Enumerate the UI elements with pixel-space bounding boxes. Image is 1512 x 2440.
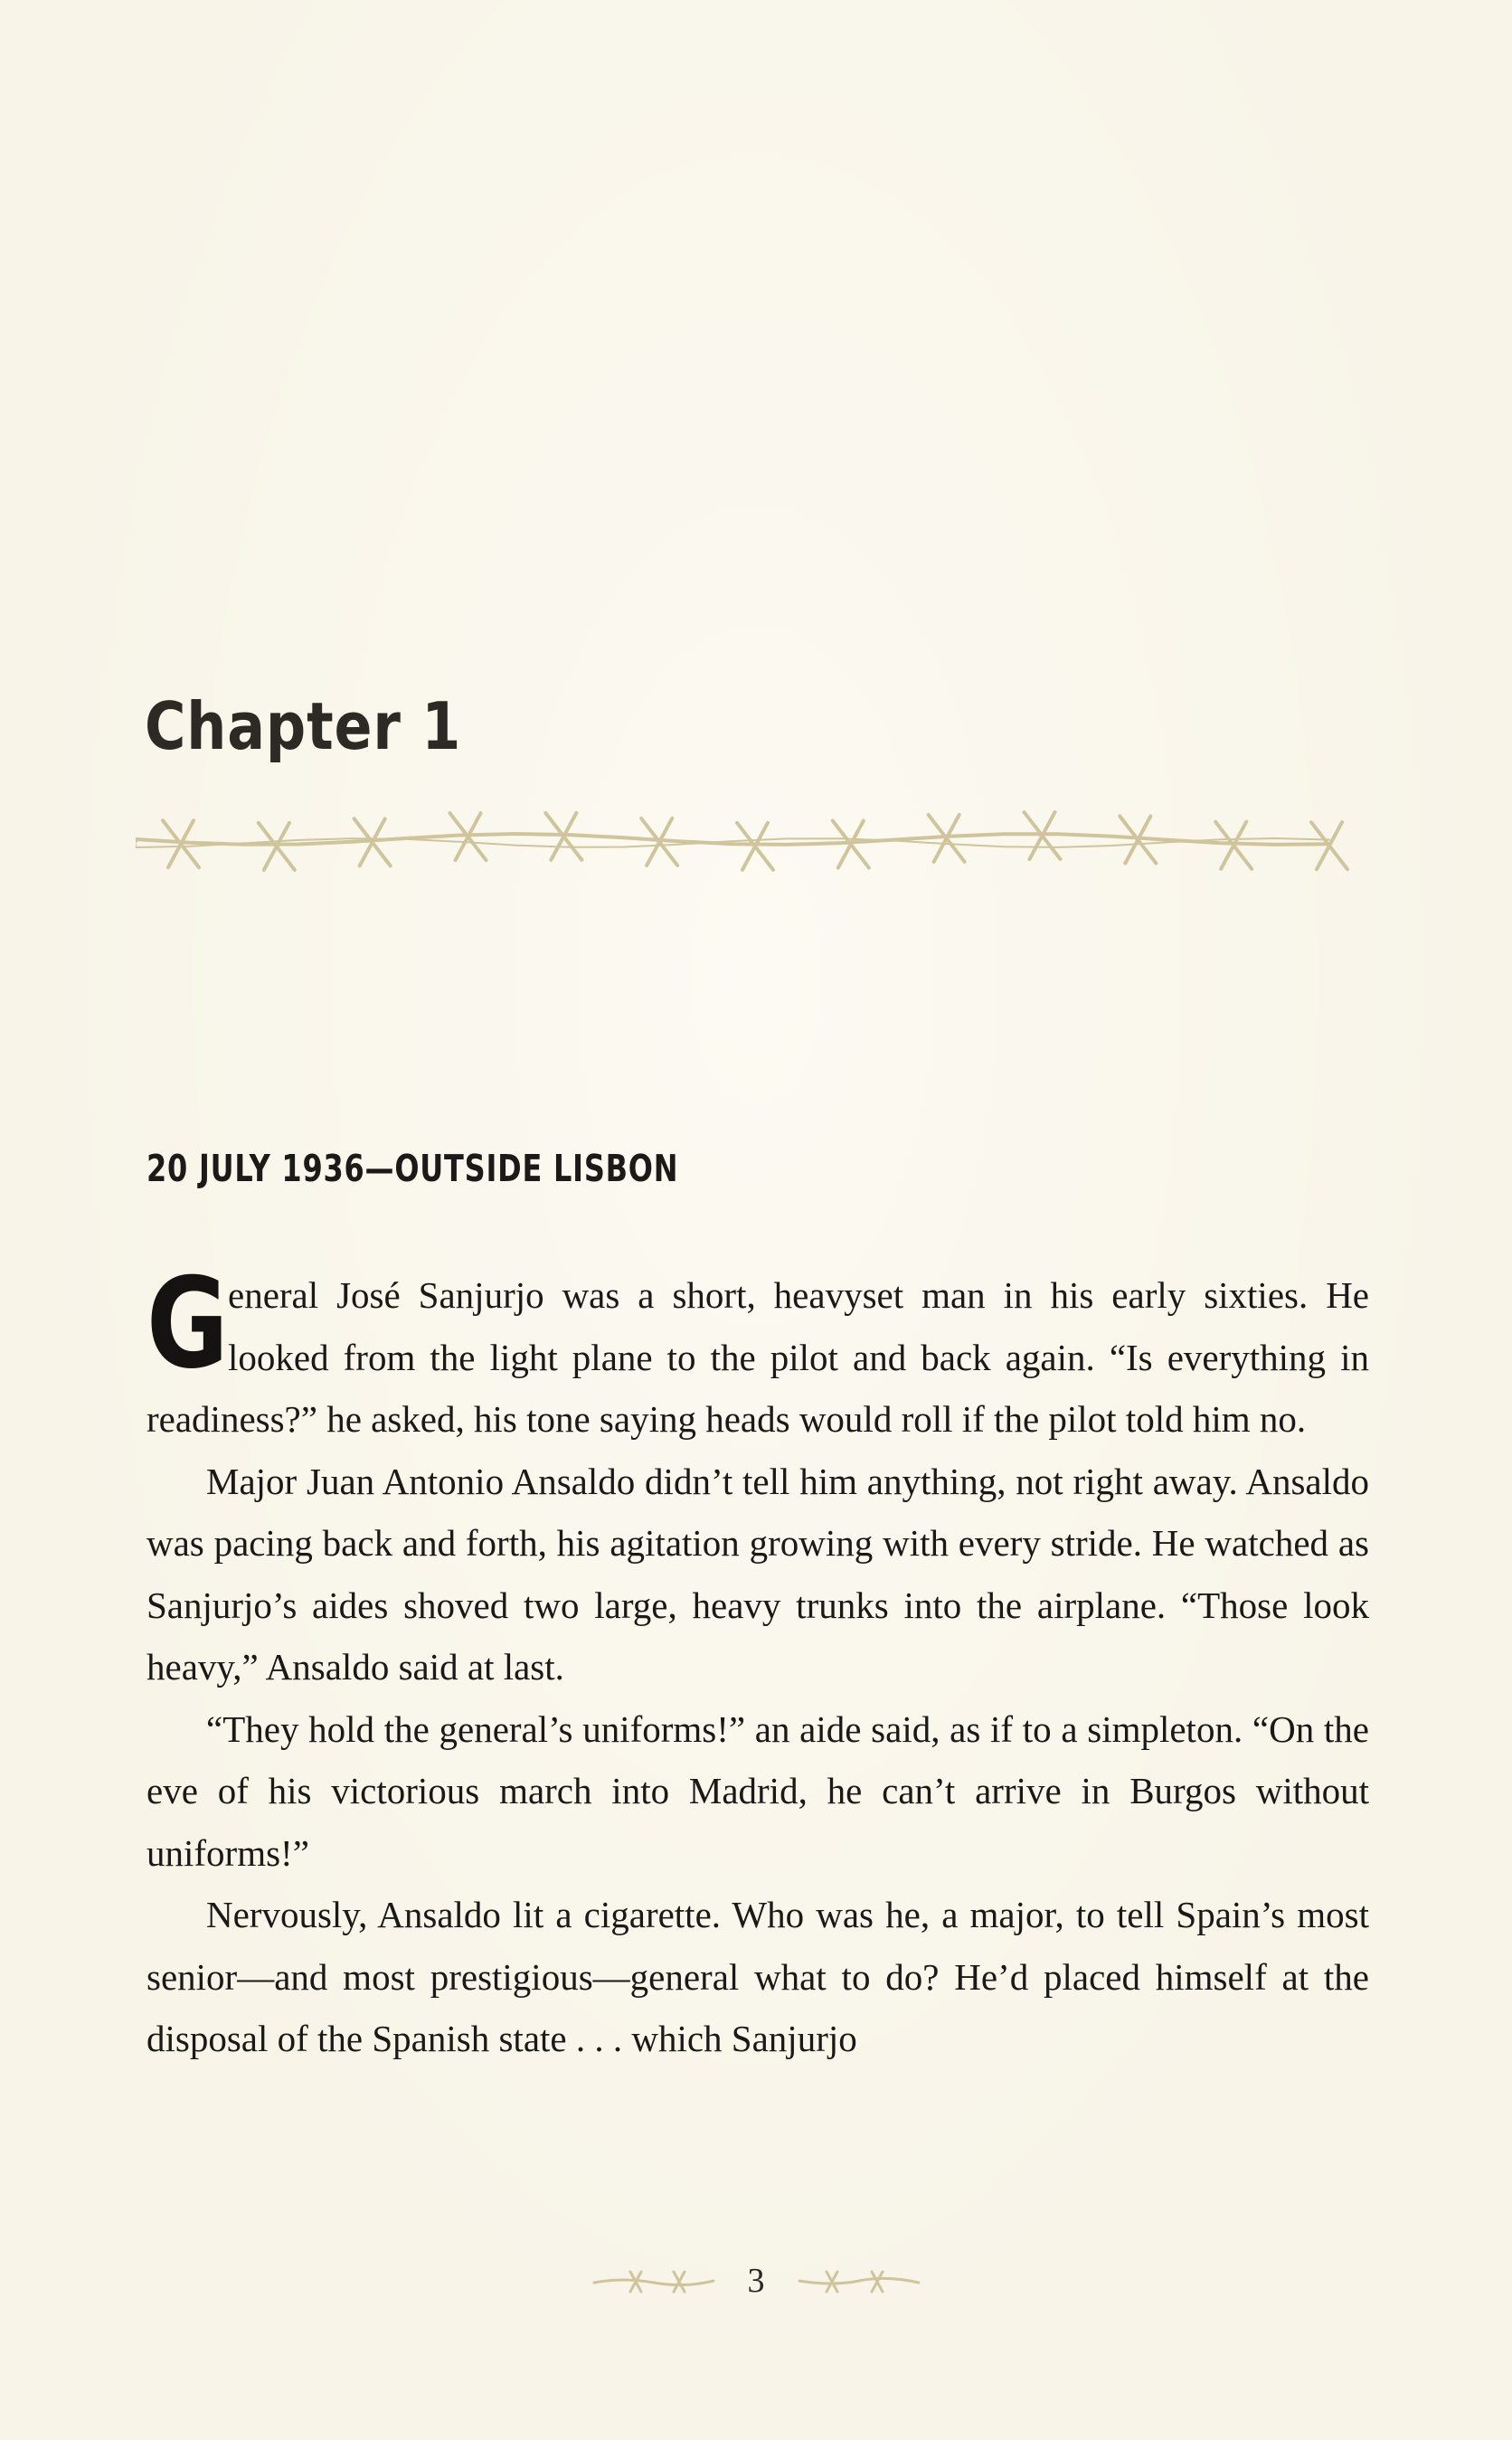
barbed-wire-divider-icon bbox=[136, 796, 1375, 883]
chapter-title: Chapter 1 bbox=[145, 688, 462, 764]
barb-mark bbox=[259, 823, 295, 870]
barbed-wire-ornament-left-icon bbox=[591, 2263, 717, 2299]
paragraph-2: Major Juan Antonio Ansaldo didn’t tell him anything, not right away. Ansaldo was pacing back and forth, his agitation growing with every stride. He watched as Sanjurjo’s aides shoved two large, heavy trunks into the airplane. “Those look heavy,” Ansaldo said at last. bbox=[146, 1460, 1369, 1688]
paragraph-1 bbox=[146, 1251, 1369, 1451]
paragraph-1-text: eneral José Sanjurjo was a short, heavyset man in his early sixties. He looked from the light plane to the pilot and back again. “Is everything in readiness?” he asked, his tone saying heads would roll if the pilot told him no. bbox=[146, 1274, 1369, 1440]
body-text bbox=[146, 1251, 1369, 2070]
paragraph-4: Nervously, Ansaldo lit a cigarette. Who was he, a major, to tell Spain’s most senior—and most prestigious—general what to do? He’d placed himself at the disposal of the Spanish state . . . which Sanjurjo bbox=[146, 1894, 1369, 2059]
page-number: 3 bbox=[747, 2262, 765, 2300]
paragraph-3: “They hold the general’s uniforms!” an aide said, as if to a simpleton. “On the eve of his victorious march into Madrid, he can’t arrive in Burgos without uniforms!” bbox=[146, 1707, 1369, 1874]
barbed-wire-ornament-right-icon bbox=[796, 2263, 922, 2299]
barb-mark bbox=[737, 823, 773, 870]
drop-cap: G bbox=[146, 1251, 229, 1396]
dateline: 20 JULY 1936—OUTSIDE LISBON bbox=[146, 1147, 679, 1190]
page-footer bbox=[0, 2254, 1512, 2308]
